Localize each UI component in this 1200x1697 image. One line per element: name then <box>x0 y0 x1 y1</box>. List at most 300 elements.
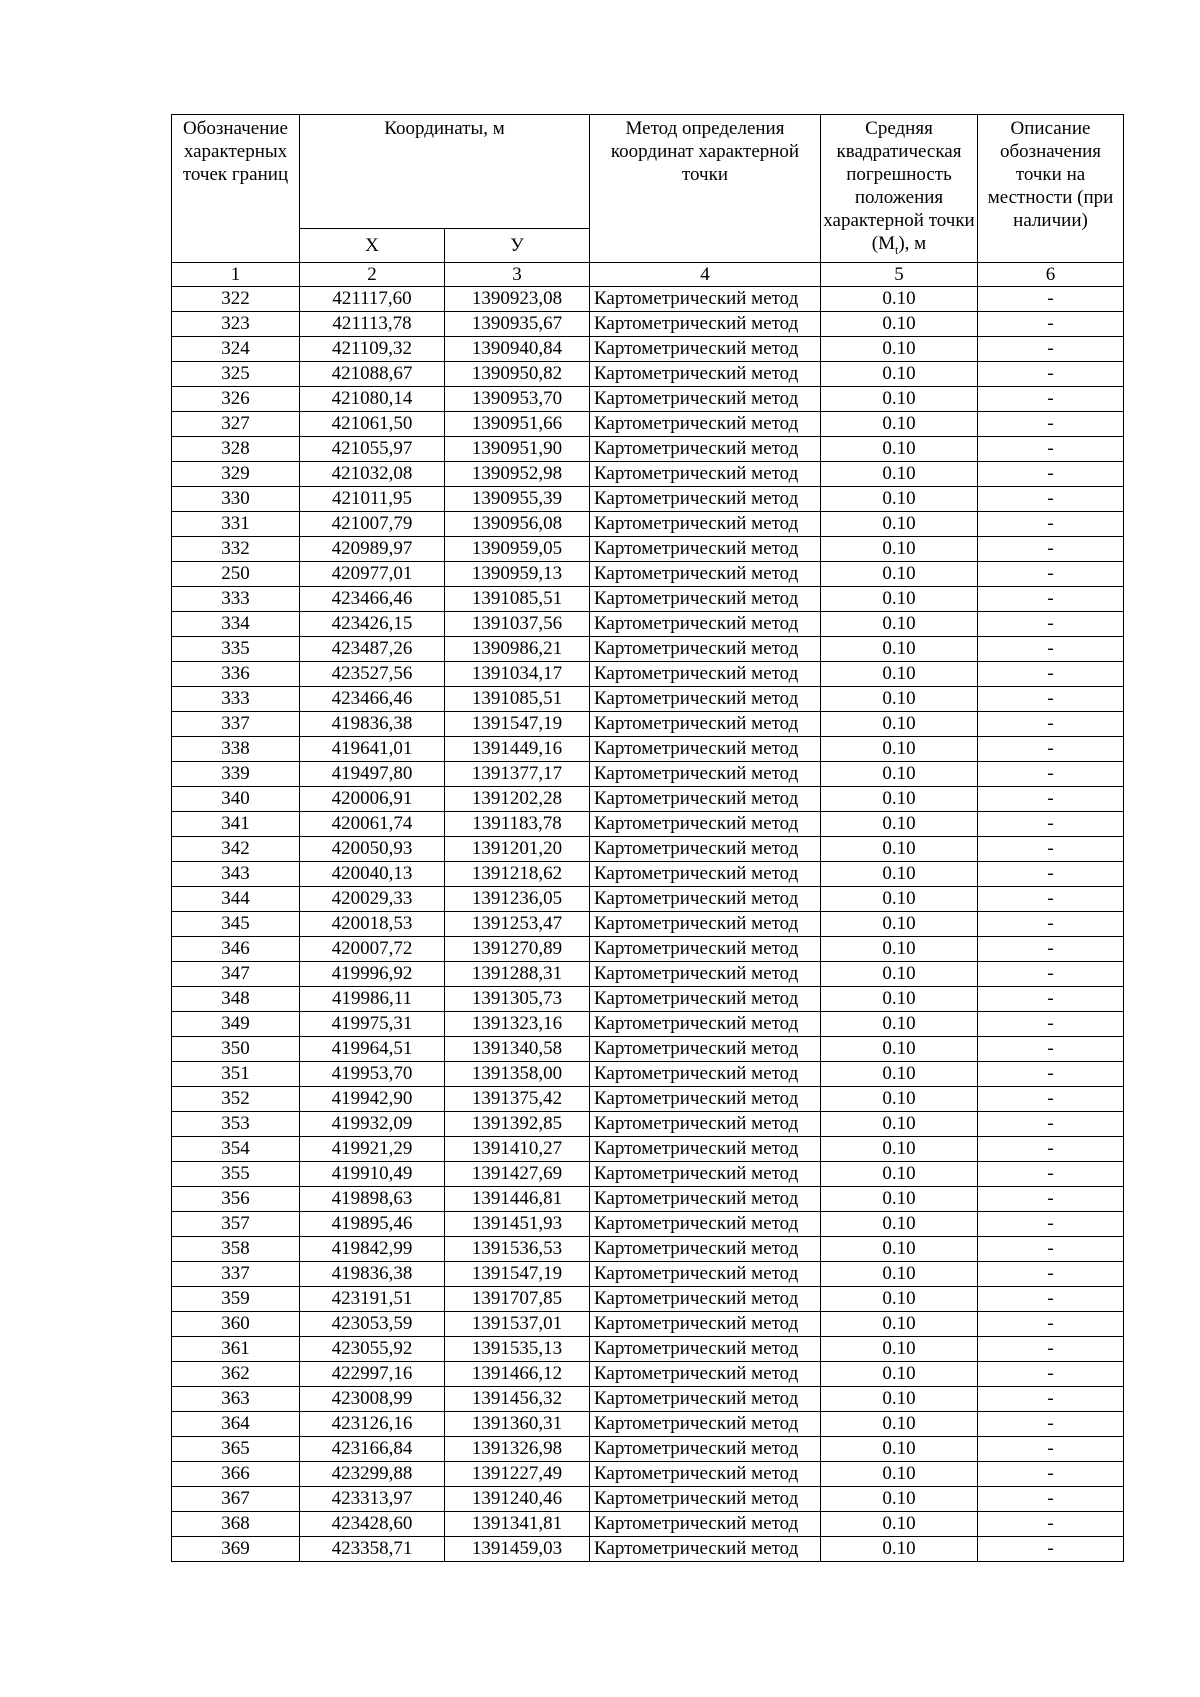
point-number-cell: 350 <box>172 1036 300 1061</box>
point-number-cell: 329 <box>172 461 300 486</box>
point-number-cell: 362 <box>172 1361 300 1386</box>
description-cell: - <box>978 686 1124 711</box>
mean-error-cell: 0.10 <box>821 286 978 311</box>
y-coordinate-cell: 1390923,08 <box>445 286 590 311</box>
y-coordinate-cell: 1391288,31 <box>445 961 590 986</box>
mean-error-cell: 0.10 <box>821 936 978 961</box>
point-number-cell: 356 <box>172 1186 300 1211</box>
table-row <box>172 836 1124 861</box>
table-row <box>172 436 1124 461</box>
y-coordinate-cell: 1391446,81 <box>445 1186 590 1211</box>
mean-error-cell: 0.10 <box>821 786 978 811</box>
mean-error-cell: 0.10 <box>821 1211 978 1236</box>
x-coordinate-cell: 421061,50 <box>300 411 445 436</box>
method-cell: Картометрический метод <box>590 1511 821 1536</box>
table-row <box>172 361 1124 386</box>
y-coordinate-cell: 1390955,39 <box>445 486 590 511</box>
point-number-cell: 337 <box>172 711 300 736</box>
table-row <box>172 786 1124 811</box>
table-row <box>172 1411 1124 1436</box>
description-cell: - <box>978 386 1124 411</box>
table-row <box>172 1186 1124 1211</box>
x-coordinate-cell: 421011,95 <box>300 486 445 511</box>
y-coordinate-cell: 1391183,78 <box>445 811 590 836</box>
table-row <box>172 761 1124 786</box>
mean-error-cell: 0.10 <box>821 861 978 886</box>
method-cell: Картометрический метод <box>590 1136 821 1161</box>
table-row <box>172 1486 1124 1511</box>
method-cell: Картометрический метод <box>590 961 821 986</box>
description-cell: - <box>978 636 1124 661</box>
mean-error-cell: 0.10 <box>821 911 978 936</box>
mean-error-cell: 0.10 <box>821 486 978 511</box>
x-coordinate-cell: 421007,79 <box>300 511 445 536</box>
description-cell: - <box>978 1386 1124 1411</box>
mean-error-cell: 0.10 <box>821 1361 978 1386</box>
y-coordinate-cell: 1390935,67 <box>445 311 590 336</box>
table-row <box>172 711 1124 736</box>
mean-error-cell: 0.10 <box>821 361 978 386</box>
point-number-cell: 325 <box>172 361 300 386</box>
column-number: 1 <box>172 262 300 286</box>
method-cell: Картометрический метод <box>590 286 821 311</box>
description-cell: - <box>978 536 1124 561</box>
method-cell: Картометрический метод <box>590 611 821 636</box>
point-number-cell: 324 <box>172 336 300 361</box>
mean-error-cell: 0.10 <box>821 1161 978 1186</box>
header-y: У <box>445 228 590 262</box>
mean-error-cell: 0.10 <box>821 661 978 686</box>
table-row <box>172 1361 1124 1386</box>
y-coordinate-cell: 1391270,89 <box>445 936 590 961</box>
x-coordinate-cell: 420977,01 <box>300 561 445 586</box>
point-number-cell: 367 <box>172 1486 300 1511</box>
mean-error-cell: 0.10 <box>821 611 978 636</box>
x-coordinate-cell: 423053,59 <box>300 1311 445 1336</box>
y-coordinate-cell: 1390951,66 <box>445 411 590 436</box>
method-cell: Картометрический метод <box>590 1061 821 1086</box>
method-cell: Картометрический метод <box>590 411 821 436</box>
y-coordinate-cell: 1391240,46 <box>445 1486 590 1511</box>
method-cell: Картометрический метод <box>590 1211 821 1236</box>
mean-error-cell: 0.10 <box>821 561 978 586</box>
table-row <box>172 1511 1124 1536</box>
column-number-row <box>172 262 1124 286</box>
description-cell: - <box>978 1411 1124 1436</box>
y-coordinate-cell: 1390959,13 <box>445 561 590 586</box>
table-row <box>172 861 1124 886</box>
table-row <box>172 736 1124 761</box>
description-cell: - <box>978 361 1124 386</box>
method-cell: Картометрический метод <box>590 736 821 761</box>
x-coordinate-cell: 423313,97 <box>300 1486 445 1511</box>
method-cell: Картометрический метод <box>590 1111 821 1136</box>
x-coordinate-cell: 423358,71 <box>300 1536 445 1561</box>
point-number-cell: 349 <box>172 1011 300 1036</box>
method-cell: Картометрический метод <box>590 1286 821 1311</box>
y-coordinate-cell: 1391456,32 <box>445 1386 590 1411</box>
method-cell: Картометрический метод <box>590 461 821 486</box>
x-coordinate-cell: 423126,16 <box>300 1411 445 1436</box>
y-coordinate-cell: 1391360,31 <box>445 1411 590 1436</box>
mean-error-cell: 0.10 <box>821 1136 978 1161</box>
x-coordinate-cell: 419921,29 <box>300 1136 445 1161</box>
y-coordinate-cell: 1391537,01 <box>445 1311 590 1336</box>
method-cell: Картометрический метод <box>590 1436 821 1461</box>
mean-error-cell: 0.10 <box>821 436 978 461</box>
method-cell: Картометрический метод <box>590 561 821 586</box>
description-cell: - <box>978 911 1124 936</box>
method-cell: Картометрический метод <box>590 861 821 886</box>
description-cell: - <box>978 961 1124 986</box>
description-cell: - <box>978 461 1124 486</box>
mean-error-cell: 0.10 <box>821 536 978 561</box>
table-row <box>172 336 1124 361</box>
point-number-cell: 346 <box>172 936 300 961</box>
method-cell: Картометрический метод <box>590 436 821 461</box>
table-row <box>172 1311 1124 1336</box>
point-number-cell: 359 <box>172 1286 300 1311</box>
description-cell: - <box>978 1336 1124 1361</box>
x-coordinate-cell: 419898,63 <box>300 1186 445 1211</box>
mean-error-cell: 0.10 <box>821 386 978 411</box>
mean-error-cell: 0.10 <box>821 1236 978 1261</box>
mean-error-cell: 0.10 <box>821 511 978 536</box>
y-coordinate-cell: 1391547,19 <box>445 1261 590 1286</box>
x-coordinate-cell: 419996,92 <box>300 961 445 986</box>
point-number-cell: 363 <box>172 1386 300 1411</box>
description-cell: - <box>978 986 1124 1011</box>
table-row <box>172 1336 1124 1361</box>
point-number-cell: 352 <box>172 1086 300 1111</box>
mean-error-cell: 0.10 <box>821 1011 978 1036</box>
method-cell: Картометрический метод <box>590 1261 821 1286</box>
x-coordinate-cell: 423466,46 <box>300 686 445 711</box>
y-coordinate-cell: 1390953,70 <box>445 386 590 411</box>
method-cell: Картометрический метод <box>590 486 821 511</box>
point-number-cell: 323 <box>172 311 300 336</box>
description-cell: - <box>978 1211 1124 1236</box>
x-coordinate-cell: 419641,01 <box>300 736 445 761</box>
point-number-cell: 354 <box>172 1136 300 1161</box>
table-row <box>172 586 1124 611</box>
point-number-cell: 336 <box>172 661 300 686</box>
y-coordinate-cell: 1391085,51 <box>445 686 590 711</box>
table-row <box>172 386 1124 411</box>
description-cell: - <box>978 811 1124 836</box>
table-row <box>172 311 1124 336</box>
y-coordinate-cell: 1391547,19 <box>445 711 590 736</box>
method-cell: Картометрический метод <box>590 686 821 711</box>
description-cell: - <box>978 586 1124 611</box>
method-cell: Картометрический метод <box>590 886 821 911</box>
description-cell: - <box>978 1086 1124 1111</box>
point-number-cell: 337 <box>172 1261 300 1286</box>
x-coordinate-cell: 421113,78 <box>300 311 445 336</box>
table-row <box>172 1536 1124 1561</box>
method-cell: Картометрический метод <box>590 911 821 936</box>
description-cell: - <box>978 1261 1124 1286</box>
description-cell: - <box>978 1061 1124 1086</box>
x-coordinate-cell: 419910,49 <box>300 1161 445 1186</box>
point-number-cell: 250 <box>172 561 300 586</box>
mean-error-cell: 0.10 <box>821 886 978 911</box>
table-row <box>172 1011 1124 1036</box>
method-cell: Картометрический метод <box>590 386 821 411</box>
mean-error-cell: 0.10 <box>821 1311 978 1336</box>
method-cell: Картометрический метод <box>590 511 821 536</box>
method-cell: Картометрический метод <box>590 636 821 661</box>
table-row <box>172 886 1124 911</box>
description-cell: - <box>978 1536 1124 1561</box>
mean-error-cell: 0.10 <box>821 336 978 361</box>
table-row <box>172 1036 1124 1061</box>
method-cell: Картометрический метод <box>590 1011 821 1036</box>
y-coordinate-cell: 1391218,62 <box>445 861 590 886</box>
table-row <box>172 411 1124 436</box>
description-cell: - <box>978 1461 1124 1486</box>
mean-error-cell: 0.10 <box>821 1511 978 1536</box>
table-row <box>172 1236 1124 1261</box>
point-number-cell: 335 <box>172 636 300 661</box>
description-cell: - <box>978 611 1124 636</box>
y-coordinate-cell: 1390952,98 <box>445 461 590 486</box>
x-coordinate-cell: 423299,88 <box>300 1461 445 1486</box>
point-number-cell: 341 <box>172 811 300 836</box>
description-cell: - <box>978 886 1124 911</box>
description-cell: - <box>978 336 1124 361</box>
x-coordinate-cell: 420006,91 <box>300 786 445 811</box>
point-number-cell: 343 <box>172 861 300 886</box>
mean-error-cell: 0.10 <box>821 636 978 661</box>
y-coordinate-cell: 1391253,47 <box>445 911 590 936</box>
x-coordinate-cell: 419836,38 <box>300 1261 445 1286</box>
description-cell: - <box>978 411 1124 436</box>
point-number-cell: 333 <box>172 586 300 611</box>
mean-error-cell: 0.10 <box>821 1536 978 1561</box>
table-row <box>172 1261 1124 1286</box>
header-coordinates: Координаты, м <box>300 115 590 229</box>
x-coordinate-cell: 421117,60 <box>300 286 445 311</box>
method-cell: Картометрический метод <box>590 811 821 836</box>
y-coordinate-cell: 1391536,53 <box>445 1236 590 1261</box>
y-coordinate-cell: 1391227,49 <box>445 1461 590 1486</box>
point-number-cell: 328 <box>172 436 300 461</box>
mean-error-cell: 0.10 <box>821 1286 978 1311</box>
y-coordinate-cell: 1391392,85 <box>445 1111 590 1136</box>
description-cell: - <box>978 761 1124 786</box>
x-coordinate-cell: 419497,80 <box>300 761 445 786</box>
point-number-cell: 332 <box>172 536 300 561</box>
mean-error-cell: 0.10 <box>821 1336 978 1361</box>
y-coordinate-cell: 1391358,00 <box>445 1061 590 1086</box>
method-cell: Картометрический метод <box>590 1311 821 1336</box>
point-number-cell: 364 <box>172 1411 300 1436</box>
table-row <box>172 686 1124 711</box>
point-number-cell: 333 <box>172 686 300 711</box>
x-coordinate-cell: 419986,11 <box>300 986 445 1011</box>
description-cell: - <box>978 736 1124 761</box>
x-coordinate-cell: 423055,92 <box>300 1336 445 1361</box>
table-body <box>172 286 1124 1561</box>
x-coordinate-cell: 419953,70 <box>300 1061 445 1086</box>
x-coordinate-cell: 423008,99 <box>300 1386 445 1411</box>
mean-error-cell: 0.10 <box>821 1061 978 1086</box>
y-coordinate-cell: 1390951,90 <box>445 436 590 461</box>
point-number-cell: 326 <box>172 386 300 411</box>
mean-error-cell: 0.10 <box>821 411 978 436</box>
mean-error-cell: 0.10 <box>821 836 978 861</box>
method-cell: Картометрический метод <box>590 1361 821 1386</box>
column-number: 2 <box>300 262 445 286</box>
y-coordinate-cell: 1391377,17 <box>445 761 590 786</box>
coordinates-table <box>171 114 1124 1562</box>
x-coordinate-cell: 423466,46 <box>300 586 445 611</box>
mean-error-cell: 0.10 <box>821 736 978 761</box>
x-coordinate-cell: 423191,51 <box>300 1286 445 1311</box>
y-coordinate-cell: 1391340,58 <box>445 1036 590 1061</box>
mean-error-cell: 0.10 <box>821 1436 978 1461</box>
point-number-cell: 357 <box>172 1211 300 1236</box>
x-coordinate-cell: 420040,13 <box>300 861 445 886</box>
table-row <box>172 1136 1124 1161</box>
description-cell: - <box>978 1436 1124 1461</box>
method-cell: Картометрический метод <box>590 1036 821 1061</box>
description-cell: - <box>978 936 1124 961</box>
x-coordinate-cell: 423527,56 <box>300 661 445 686</box>
point-number-cell: 347 <box>172 961 300 986</box>
y-coordinate-cell: 1391305,73 <box>445 986 590 1011</box>
mean-error-cell: 0.10 <box>821 1386 978 1411</box>
description-cell: - <box>978 1236 1124 1261</box>
mean-error-cell: 0.10 <box>821 1461 978 1486</box>
point-number-cell: 351 <box>172 1061 300 1086</box>
description-cell: - <box>978 661 1124 686</box>
description-cell: - <box>978 1186 1124 1211</box>
description-cell: - <box>978 786 1124 811</box>
header-method: Метод определения координат характерной точки <box>590 115 821 263</box>
header-mean-error-unit: ), м <box>898 233 927 254</box>
description-cell: - <box>978 1136 1124 1161</box>
description-cell: - <box>978 1111 1124 1136</box>
y-coordinate-cell: 1390950,82 <box>445 361 590 386</box>
column-number: 6 <box>978 262 1124 286</box>
description-cell: - <box>978 486 1124 511</box>
method-cell: Картометрический метод <box>590 1461 821 1486</box>
description-cell: - <box>978 861 1124 886</box>
table-row <box>172 1461 1124 1486</box>
description-cell: - <box>978 511 1124 536</box>
mean-error-cell: 0.10 <box>821 1261 978 1286</box>
y-coordinate-cell: 1391459,03 <box>445 1536 590 1561</box>
point-number-cell: 342 <box>172 836 300 861</box>
x-coordinate-cell: 421109,32 <box>300 336 445 361</box>
x-coordinate-cell: 420029,33 <box>300 886 445 911</box>
point-number-cell: 345 <box>172 911 300 936</box>
column-number: 3 <box>445 262 590 286</box>
mean-error-cell: 0.10 <box>821 311 978 336</box>
header-x: X <box>300 228 445 262</box>
y-coordinate-cell: 1391236,05 <box>445 886 590 911</box>
method-cell: Картометрический метод <box>590 936 821 961</box>
mean-error-cell: 0.10 <box>821 1411 978 1436</box>
method-cell: Картометрический метод <box>590 1186 821 1211</box>
mean-error-cell: 0.10 <box>821 1086 978 1111</box>
table-row <box>172 561 1124 586</box>
x-coordinate-cell: 423428,60 <box>300 1511 445 1536</box>
mean-error-cell: 0.10 <box>821 1186 978 1211</box>
y-coordinate-cell: 1390956,08 <box>445 511 590 536</box>
mean-error-cell: 0.10 <box>821 761 978 786</box>
point-number-cell: 360 <box>172 1311 300 1336</box>
method-cell: Картометрический метод <box>590 311 821 336</box>
mean-error-cell: 0.10 <box>821 686 978 711</box>
x-coordinate-cell: 420050,93 <box>300 836 445 861</box>
x-coordinate-cell: 419842,99 <box>300 1236 445 1261</box>
y-coordinate-cell: 1391037,56 <box>445 611 590 636</box>
mean-error-cell: 0.10 <box>821 961 978 986</box>
x-coordinate-cell: 421032,08 <box>300 461 445 486</box>
y-coordinate-cell: 1391466,12 <box>445 1361 590 1386</box>
y-coordinate-cell: 1390940,84 <box>445 336 590 361</box>
method-cell: Картометрический метод <box>590 836 821 861</box>
x-coordinate-cell: 419895,46 <box>300 1211 445 1236</box>
table-row <box>172 1386 1124 1411</box>
x-coordinate-cell: 419932,09 <box>300 1111 445 1136</box>
y-coordinate-cell: 1391451,93 <box>445 1211 590 1236</box>
column-number: 5 <box>821 262 978 286</box>
y-coordinate-cell: 1391034,17 <box>445 661 590 686</box>
x-coordinate-cell: 423166,84 <box>300 1436 445 1461</box>
header-mean-error-subscript: t <box>895 242 899 257</box>
y-coordinate-cell: 1391326,98 <box>445 1436 590 1461</box>
mean-error-cell: 0.10 <box>821 1486 978 1511</box>
mean-error-cell: 0.10 <box>821 586 978 611</box>
method-cell: Картометрический метод <box>590 1336 821 1361</box>
table-row <box>172 1211 1124 1236</box>
y-coordinate-cell: 1390959,05 <box>445 536 590 561</box>
method-cell: Картометрический метод <box>590 1236 821 1261</box>
x-coordinate-cell: 419964,51 <box>300 1036 445 1061</box>
method-cell: Картометрический метод <box>590 1086 821 1111</box>
y-coordinate-cell: 1391341,81 <box>445 1511 590 1536</box>
point-number-cell: 340 <box>172 786 300 811</box>
point-number-cell: 327 <box>172 411 300 436</box>
table-row <box>172 1436 1124 1461</box>
point-number-cell: 331 <box>172 511 300 536</box>
header-mean-error-text: Средняя квадратическая погрешность положения характерной точки (M <box>823 118 975 254</box>
description-cell: - <box>978 1486 1124 1511</box>
table-row <box>172 986 1124 1011</box>
x-coordinate-cell: 421055,97 <box>300 436 445 461</box>
description-cell: - <box>978 1011 1124 1036</box>
point-number-cell: 355 <box>172 1161 300 1186</box>
y-coordinate-cell: 1391535,13 <box>445 1336 590 1361</box>
table-row <box>172 1061 1124 1086</box>
table-row <box>172 461 1124 486</box>
point-number-cell: 348 <box>172 986 300 1011</box>
x-coordinate-cell: 422997,16 <box>300 1361 445 1386</box>
header-description: Описание обозначения точки на местности (при наличии) <box>978 115 1124 263</box>
point-number-cell: 322 <box>172 286 300 311</box>
point-number-cell: 339 <box>172 761 300 786</box>
method-cell: Картометрический метод <box>590 1536 821 1561</box>
x-coordinate-cell: 420989,97 <box>300 536 445 561</box>
method-cell: Картометрический метод <box>590 661 821 686</box>
table-row <box>172 661 1124 686</box>
description-cell: - <box>978 436 1124 461</box>
y-coordinate-cell: 1391085,51 <box>445 586 590 611</box>
